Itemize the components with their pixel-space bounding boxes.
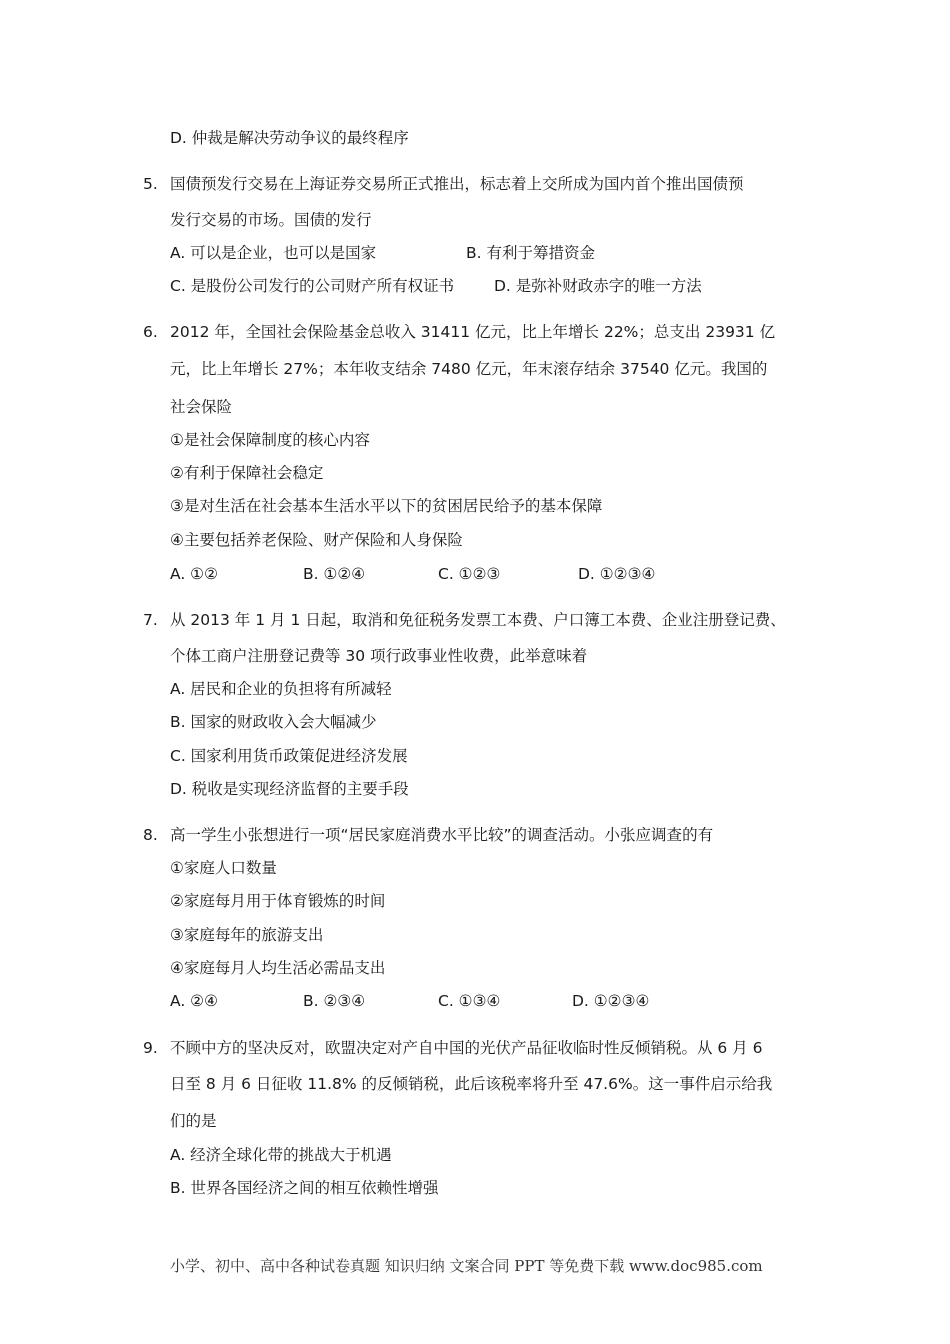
q5-number: 5. xyxy=(143,175,158,193)
q6-stem-line2: 元，比上年增长 27%；本年收支结余 7480 亿元，年末滚存结余 37540 亿元。我国的 xyxy=(170,360,768,378)
q6-statement-3: ③是对生活在社会基本生活水平以下的贫困居民给予的基本保障 xyxy=(170,497,603,515)
q8-option-c: C. ①③④ xyxy=(438,992,501,1010)
q8-option-a: A. ②④ xyxy=(170,992,218,1010)
q5-option-c: C. 是股份公司发行的公司财产所有权证书 xyxy=(170,277,455,295)
q5-option-b: B. 有利于筹措资金 xyxy=(466,244,595,262)
q8-number: 8. xyxy=(143,826,158,844)
q5-stem-line1: 国债预发行交易在上海证券交易所正式推出，标志着上交所成为国内首个推出国债预 xyxy=(170,175,744,193)
q8-stem-line1: 高一学生小张想进行一项“居民家庭消费水平比较”的调查活动。小张应调查的有 xyxy=(170,826,714,844)
q6-stem-line3: 社会保险 xyxy=(170,398,233,416)
q6-option-c: C. ①②③ xyxy=(438,565,501,583)
q6-statement-1: ①是社会保障制度的核心内容 xyxy=(170,431,370,449)
q5-option-a: A. 可以是企业，也可以是国家 xyxy=(170,244,377,262)
q9-number: 9. xyxy=(143,1039,158,1057)
page-footer: 小学、初中、高中各种试卷真题 知识归纳 文案合同 PPT 等免费下载 www.doc985.com xyxy=(170,1257,763,1275)
q7-number: 7. xyxy=(143,611,158,629)
q7-option-a: A. 居民和企业的负担将有所减轻 xyxy=(170,680,392,698)
q7-option-b: B. 国家的财政收入会大幅减少 xyxy=(170,713,377,731)
q7-stem-line2: 个体工商户注册登记费等 30 项行政事业性收费，此举意味着 xyxy=(170,647,588,665)
q8-option-d: D. ①②③④ xyxy=(572,992,650,1010)
q9-option-a: A. 经济全球化带的挑战大于机遇 xyxy=(170,1146,392,1164)
q6-statement-4: ④主要包括养老保险、财产保险和人身保险 xyxy=(170,531,463,549)
q6-stem-line1: 2012 年，全国社会保险基金总收入 31411 亿元，比上年增长 22%；总支出 23931 亿 xyxy=(170,323,776,341)
q5-stem-line2: 发行交易的市场。国债的发行 xyxy=(170,211,372,229)
q5-option-d: D. 是弥补财政赤字的唯一方法 xyxy=(494,277,702,295)
q4-option-d: D. 仲裁是解决劳动争议的最终程序 xyxy=(170,129,409,147)
q8-statement-3: ③家庭每年的旅游支出 xyxy=(170,926,324,944)
q6-option-d: D. ①②③④ xyxy=(578,565,656,583)
q9-stem-line1: 不顾中方的坚决反对，欧盟决定对产自中国的光伏产品征收临时性反倾销税。从 6 月 6 xyxy=(170,1039,763,1057)
q6-option-b: B. ①②④ xyxy=(303,565,366,583)
q6-option-a: A. ①② xyxy=(170,565,218,583)
q7-option-d: D. 税收是实现经济监督的主要手段 xyxy=(170,780,409,798)
q9-stem-line2: 日至 8 月 6 日征收 11.8% 的反倾销税，此后该税率将升至 47.6%。这一事件启示给我 xyxy=(170,1075,773,1093)
q6-number: 6. xyxy=(143,323,158,341)
q7-stem-line1: 从 2013 年 1 月 1 日起，取消和免征税务发票工本费、户口簿工本费、企业注册登记费、 xyxy=(170,611,786,629)
q8-statement-1: ①家庭人口数量 xyxy=(170,859,277,877)
q7-option-c: C. 国家利用货币政策促进经济发展 xyxy=(170,747,408,765)
q6-statement-2: ②有利于保障社会稳定 xyxy=(170,464,324,482)
q9-option-b: B. 世界各国经济之间的相互依赖性增强 xyxy=(170,1179,439,1197)
q8-statement-4: ④家庭每月人均生活必需品支出 xyxy=(170,959,386,977)
q8-option-b: B. ②③④ xyxy=(303,992,366,1010)
q9-stem-line3: 们的是 xyxy=(170,1112,217,1130)
q8-statement-2: ②家庭每月用于体育锻炼的时间 xyxy=(170,892,386,910)
